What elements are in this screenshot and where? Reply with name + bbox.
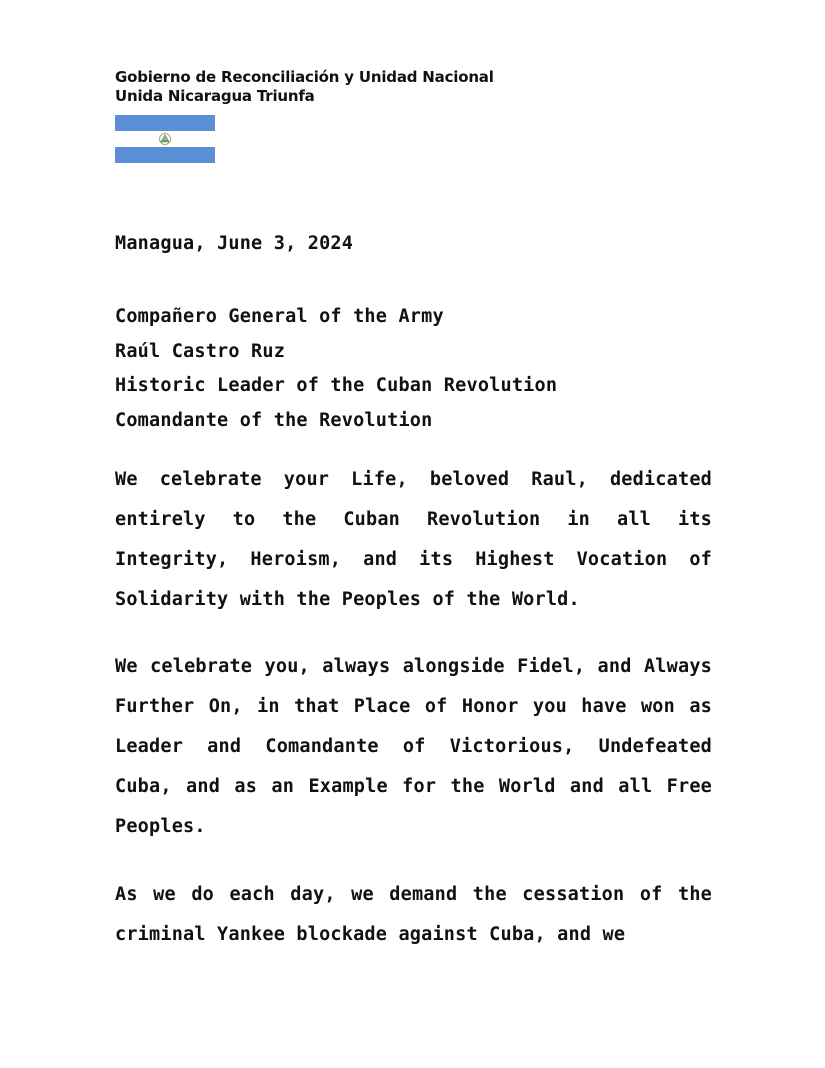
body-paragraph: As we do each day, we demand the cessation of the criminal Yankee blockade against Cuba, and we [115, 884, 712, 945]
recipient-line: Compañero General of the Army [115, 306, 444, 327]
recipient-line: Raúl Castro Ruz [115, 340, 286, 362]
flag-top-stripe [115, 115, 215, 131]
letter-date: Managua, June 3, 2024 [115, 233, 354, 254]
letterhead-government-name: Gobierno de Reconciliación y Unidad Nacional [115, 68, 494, 86]
letterhead-slogan: Unida Nicaragua Triunfa [115, 87, 315, 105]
recipient-block [115, 300, 557, 438]
flag-bottom-stripe [115, 147, 215, 163]
nicaragua-flag-icon [115, 115, 215, 163]
body-paragraph: We celebrate your Life, beloved Raul, dedicated entirely to the Cuban Revolution in all its Integrity, Heroism, and its Highest Vocation of Solidarity with the Peoples of the World. [115, 469, 712, 610]
recipient-line: Comandante of the Revolution [115, 409, 433, 431]
body-paragraph: We celebrate you, always alongside Fidel, and Always Further On, in that Place of Honor you have won as Leader and Comandante of Victorious, Undefeated Cuba, and as an Example for the World and all Free Peoples. [115, 656, 712, 837]
recipient-line: Historic Leader of the Cuban Revolution [115, 375, 558, 396]
letterhead [115, 68, 494, 106]
